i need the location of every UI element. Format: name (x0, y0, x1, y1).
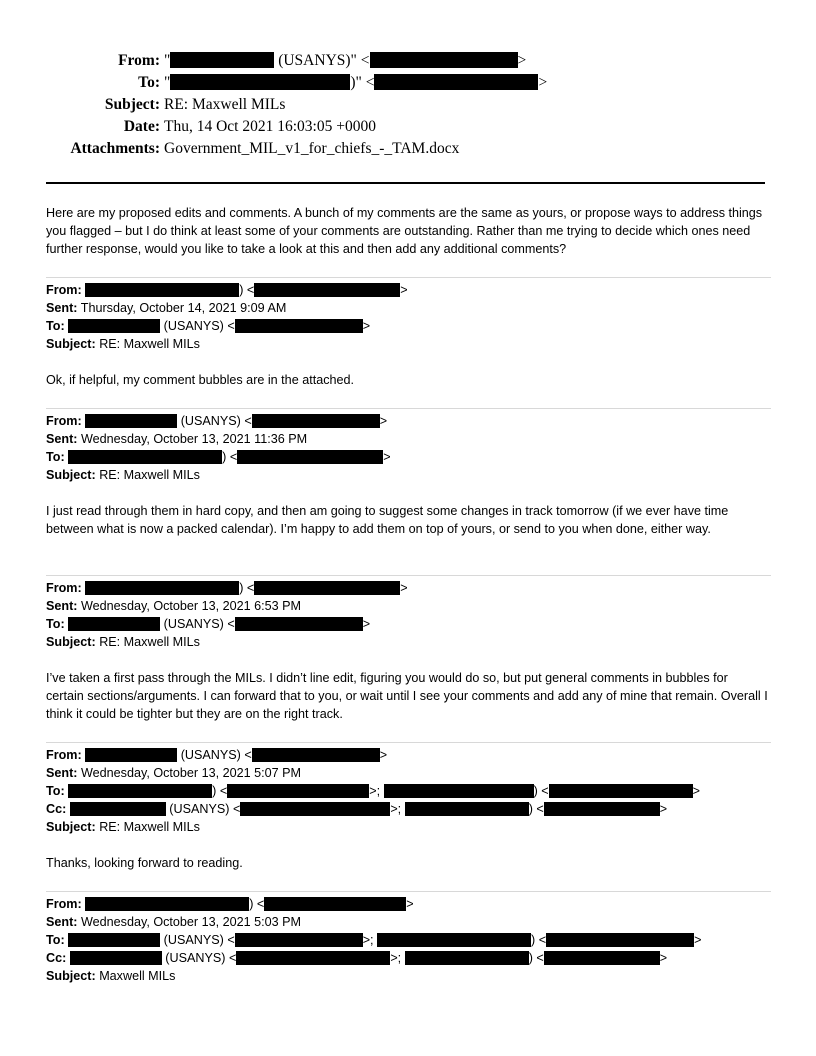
redaction-block (549, 784, 693, 798)
redaction-block (85, 283, 239, 297)
to-label: To: (46, 319, 65, 333)
addr-sep: ) < (222, 450, 238, 464)
sent-value: Thursday, October 14, 2021 9:09 AM (80, 301, 287, 315)
redaction-block (546, 933, 694, 947)
subject-label: Subject: (46, 969, 96, 983)
addr-close: > (362, 319, 371, 333)
to-label: To: (46, 933, 65, 947)
message-body: Thanks, looking forward to reading. (46, 856, 243, 870)
message-body: I’ve taken a first pass through the MILs. I didn’t line edit, figuring you would do so, but put general comments in bubbles for certain sections/arguments. I can forward that to you, or wait until I see your comments and add any of mine that remain. Overall I think it could be tighter but they are on the right track. (46, 671, 768, 721)
cc-label: Cc: (46, 951, 67, 965)
redaction-block (252, 748, 380, 762)
redaction-block (264, 897, 406, 911)
addr-close: > (383, 450, 391, 464)
addr-close: > (659, 951, 668, 965)
addr-sep: ) < (533, 784, 549, 798)
addr-sep: ) < (528, 802, 544, 816)
redaction-block (377, 933, 531, 947)
addr-close: > (694, 933, 702, 947)
to-mid: )" < (350, 74, 375, 91)
addr-org: (USANYS) < (163, 933, 235, 947)
redaction-block (70, 951, 162, 965)
redaction-block (85, 897, 249, 911)
redaction-block (405, 802, 529, 816)
redaction-block (544, 802, 660, 816)
message-body: Ok, if helpful, my comment bubbles are in the attached. (46, 373, 355, 387)
from-label: From: (118, 52, 160, 69)
message-divider (46, 277, 771, 278)
message-header (46, 579, 408, 651)
angle-close: > (538, 74, 548, 91)
to-label: To: (138, 74, 160, 91)
intro-text: Here are my proposed edits and comments. A bunch of my comments are the same as yours, or propose ways to address things you flagged – but I do think at least some of your comments are outstanding. Rather than me trying to decide which ones need further response, would you like to take a look at this and then add any additional comments? (46, 206, 763, 256)
message-divider (46, 891, 771, 892)
header-divider (46, 182, 765, 184)
subject-value: RE: Maxwell MILs (99, 635, 200, 649)
addr-close: > (400, 283, 408, 297)
sent-label: Sent: (46, 599, 78, 613)
redaction-block (85, 748, 177, 762)
addr-sep: ) < (531, 933, 547, 947)
addr-sep: ) < (239, 283, 255, 297)
addr-close: >; (369, 784, 381, 798)
to-label: To: (46, 617, 65, 631)
addr-sep: ) < (239, 581, 255, 595)
addr-sep: ) < (528, 951, 544, 965)
redaction-block (235, 617, 363, 631)
redaction-block (68, 784, 212, 798)
from-org: (USANYS)" < (278, 52, 370, 69)
redaction-block (68, 933, 160, 947)
from-label: From: (46, 283, 82, 297)
redaction-block (237, 450, 383, 464)
subject-label: Subject: (104, 96, 160, 113)
addr-close: > (400, 581, 408, 595)
redaction-block (68, 319, 160, 333)
message-divider (46, 742, 771, 743)
sent-value: Wednesday, October 13, 2021 5:07 PM (80, 766, 302, 780)
redaction-block (544, 951, 660, 965)
subject-label: Subject: (46, 468, 96, 482)
sent-label: Sent: (46, 915, 78, 929)
addr-org: (USANYS) < (180, 414, 252, 428)
addr-close: > (692, 784, 700, 798)
redaction-block (405, 951, 529, 965)
redaction-block (235, 319, 363, 333)
sent-value: Wednesday, October 13, 2021 11:36 PM (80, 432, 308, 446)
redaction-block (85, 414, 177, 428)
from-label: From: (46, 581, 82, 595)
message-divider (46, 575, 771, 576)
attachment-link[interactable]: Government_MIL_v1_for_chiefs_-_TAM.docx (164, 140, 460, 157)
addr-close: > (362, 617, 371, 631)
addr-close: > (659, 802, 668, 816)
redaction-block (384, 784, 534, 798)
from-label: From: (46, 414, 82, 428)
addr-org: (USANYS) < (163, 319, 235, 333)
sent-value: Wednesday, October 13, 2021 5:03 PM (80, 915, 302, 929)
subject-value: Maxwell MILs (99, 969, 176, 983)
redaction-block (254, 283, 400, 297)
addr-close: >; (362, 933, 374, 947)
sent-label: Sent: (46, 301, 78, 315)
addr-close: >; (390, 951, 402, 965)
sent-label: Sent: (46, 766, 78, 780)
subject-value: RE: Maxwell MILs (99, 820, 200, 834)
quote: " (164, 52, 171, 69)
addr-sep: ) < (212, 784, 228, 798)
quote: " (164, 74, 171, 91)
redaction-block (68, 617, 160, 631)
sent-label: Sent: (46, 432, 78, 446)
addr-org: (USANYS) < (180, 748, 252, 762)
redaction-block (240, 802, 390, 816)
subject-label: Subject: (46, 820, 96, 834)
to-value (164, 74, 547, 92)
message-header (46, 746, 700, 836)
sent-value: Wednesday, October 13, 2021 6:53 PM (80, 599, 302, 613)
redaction-block (70, 802, 166, 816)
date-row (0, 118, 760, 138)
subject-label: Subject: (46, 337, 96, 351)
redaction-block (374, 74, 538, 90)
redaction-block (370, 52, 518, 68)
subject-label: Subject: (46, 635, 96, 649)
to-label: To: (46, 784, 65, 798)
from-row (0, 52, 760, 72)
date-label: Date: (123, 118, 160, 135)
attachments-label: Attachments: (70, 140, 160, 157)
to-row (0, 74, 760, 94)
date-value: Thu, 14 Oct 2021 16:03:05 +0000 (164, 118, 376, 135)
addr-org: (USANYS) < (169, 802, 241, 816)
redaction-block (254, 581, 400, 595)
from-value (164, 52, 526, 70)
addr-sep: ) < (249, 897, 265, 911)
addr-close: > (379, 414, 388, 428)
addr-close: > (379, 748, 388, 762)
subject-value: RE: Maxwell MILs (99, 468, 200, 482)
from-label: From: (46, 748, 82, 762)
angle-close: > (517, 52, 527, 69)
addr-close: >; (390, 802, 402, 816)
message-header (46, 412, 391, 484)
cc-label: Cc: (46, 802, 67, 816)
redaction-block (236, 951, 390, 965)
redaction-block (252, 414, 380, 428)
message-header (46, 281, 408, 353)
subject-value: RE: Maxwell MILs (164, 96, 286, 113)
subject-value: RE: Maxwell MILs (99, 337, 200, 351)
redaction-block (227, 784, 369, 798)
redaction-block (235, 933, 363, 947)
addr-org: (USANYS) < (165, 951, 237, 965)
message-header (46, 895, 701, 985)
redaction-block (85, 581, 239, 595)
to-label: To: (46, 450, 65, 464)
redaction-block (170, 52, 274, 68)
subject-row (0, 96, 760, 116)
redaction-block (68, 450, 222, 464)
message-divider (46, 408, 771, 409)
attachments-row (0, 140, 760, 160)
from-label: From: (46, 897, 82, 911)
addr-close: > (406, 897, 414, 911)
message-body: I just read through them in hard copy, and then am going to suggest some changes in track tomorrow (if we ever have time between what is now a packed calendar). I’m happy to add them on top of yours, or send to you when done, either way. (46, 504, 729, 536)
redaction-block (170, 74, 350, 90)
addr-org: (USANYS) < (163, 617, 235, 631)
